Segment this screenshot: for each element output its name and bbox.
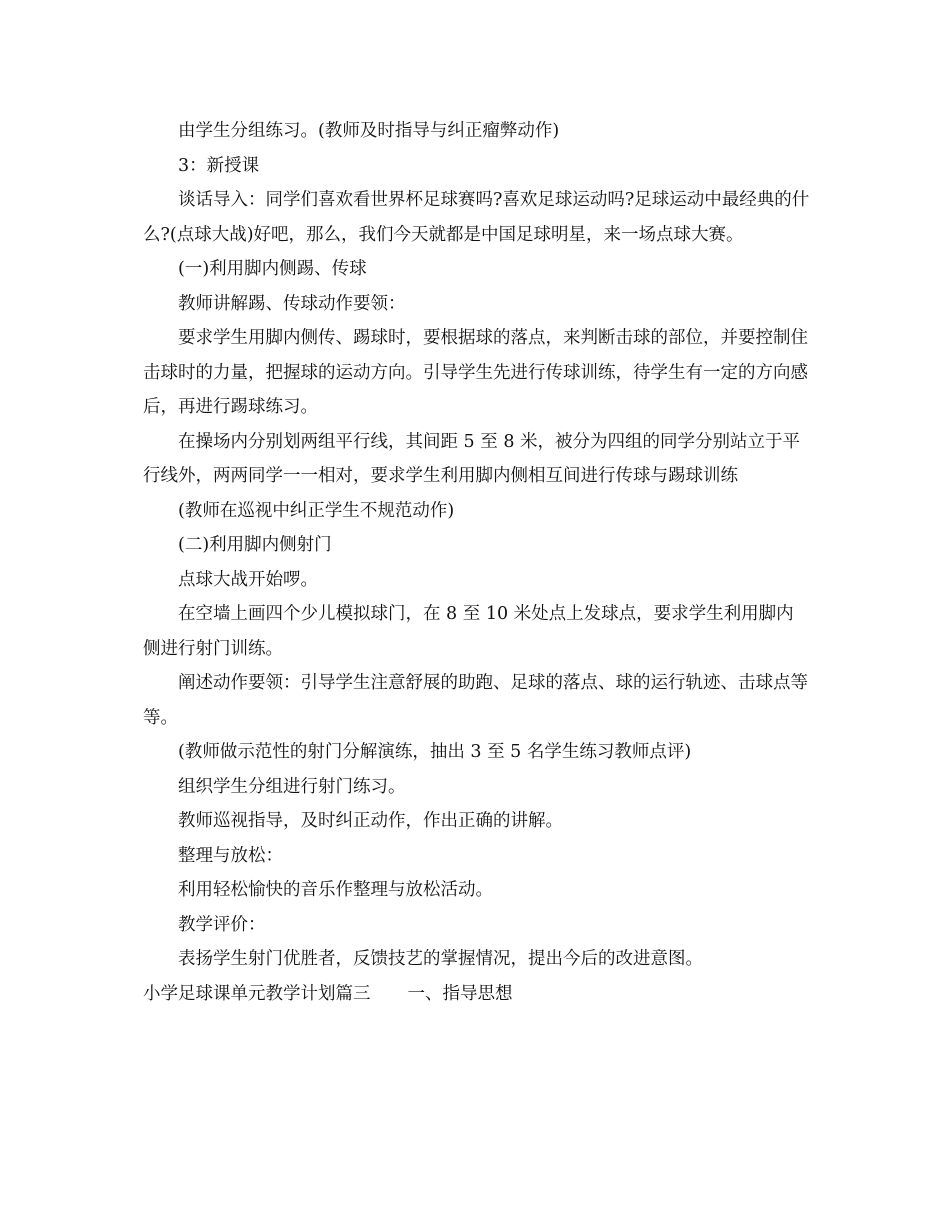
paragraph: 整理与放松： — [178, 845, 283, 866]
paragraph: 教学评价： — [178, 914, 266, 935]
paragraph: 教师巡视指导，及时纠正动作，作出正确的讲解。 — [178, 811, 563, 831]
paragraph: 点球大战开始啰。 — [178, 569, 318, 590]
paragraph: (教师做示范性的射门分解演练，抽出 3 至 5 名学生练习教师点评) — [178, 742, 692, 762]
paragraph: 3：新授课 — [178, 155, 260, 176]
paragraph: 要求学生用脚内侧传、踢球时，要根据球的落点，来判断击球的部位，并要控制住击球时的力量，把握球的运动方向。引导学生先进行传球训练，待学生有一定的方向感后，再进行踢球练习。 — [143, 328, 808, 417]
section-heading: 一、指导思想 — [407, 983, 513, 1004]
paragraph: 谈话导入：同学们喜欢看世界杯足球赛吗?喜欢足球运动吗?足球运动中最经典的什么?(点球大战)好吧，那么，我们今天就都是中国足球明星，来一场点球大赛。 — [143, 190, 810, 245]
paragraph: 表扬学生射门优胜者，反馈技艺的掌握情况，提出今后的改进意图。 — [178, 949, 703, 969]
paragraph: (二)利用脚内侧射门 — [178, 535, 332, 555]
paragraph: (一)利用脚内侧踢、传球 — [178, 259, 367, 279]
paragraph: (教师在巡视中纠正学生不规范动作) — [178, 500, 455, 521]
paragraph: 在操场内分别划两组平行线，其间距 5 至 8 米，被分为四组的同学分别站立于平行线外，两两同学一一相对，要求学生利用脚内侧相互间进行传球与踢球训练 — [143, 431, 801, 486]
section-title: 小学足球课单元教学计划篇三 — [143, 983, 371, 1004]
paragraph: 利用轻松愉快的音乐作整理与放松活动。 — [178, 880, 493, 900]
paragraph: 在空墙上画四个少儿模拟球门，在 8 至 10 米处点上发球点，要求学生利用脚内侧进行射门训练。 — [143, 604, 794, 659]
paragraph: 由学生分组练习。(教师及时指导与纠正瘤弊动作) — [178, 121, 560, 141]
document-body — [143, 114, 811, 1011]
paragraph: 组织学生分组进行射门练习。 — [178, 776, 406, 797]
section-title-line — [143, 977, 811, 1012]
paragraph: 教师讲解踢、传球动作要领： — [178, 293, 406, 314]
paragraph: 阐述动作要领：引导学生注意舒展的助跑、足球的落点、球的运行轨迹、击球点等等。 — [143, 673, 808, 728]
